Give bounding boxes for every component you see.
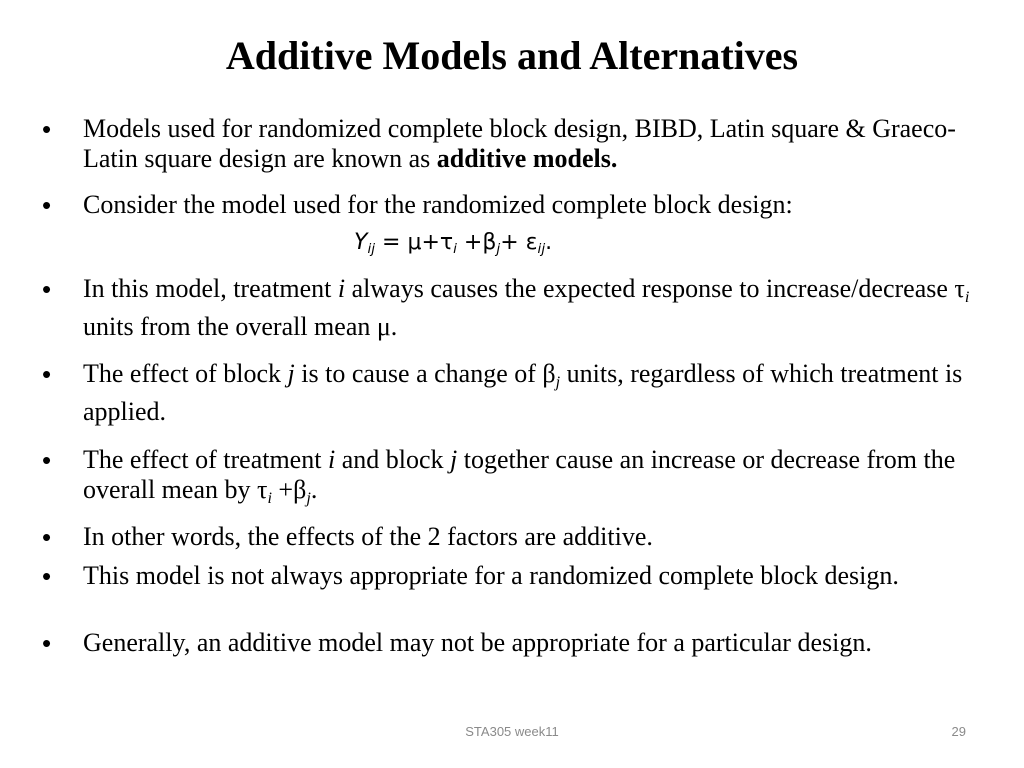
bullet-text: Models used for randomized complete block design, BIBD, Latin square & Graeco-Latin square design are known as additive models. [83, 114, 956, 173]
model-formula: $Y_{ij} = \mu+\tau_i +\beta_j+ \varepsilon_{ij}$. [354, 230, 553, 258]
bullet-marker: • [42, 628, 52, 658]
footer-course: STA305 week11 [465, 724, 559, 739]
bullet-marker: • [42, 359, 52, 389]
bullet-text: In this model, treatment i always causes the expected response to increase/decrease $\tau_i$ units from the overall mean μ. [83, 274, 970, 341]
bullet-text: Consider the model used for the randomized complete block design: [83, 190, 793, 219]
bullet-text: Generally, an additive model may not be appropriate for a particular design. [83, 628, 872, 657]
bullet-marker: • [42, 114, 52, 144]
bullet-text: The effect of treatment i and block j together cause an increase or decrease from the overall mean by $\tau_i +\beta_j$. [83, 445, 956, 507]
bullet-marker: • [42, 561, 52, 591]
bullet-marker: • [42, 190, 52, 220]
bullet-text: This model is not always appropriate for a randomized complete block design. [83, 561, 899, 590]
bullet-marker: • [42, 445, 52, 475]
bullet-marker: • [42, 522, 52, 552]
slide-title: Additive Models and Alternatives [225, 33, 799, 78]
bold-term: additive models. [436, 144, 618, 173]
slide-number: 29 [951, 724, 966, 739]
bullet-marker: • [42, 274, 52, 304]
bullet-text: The effect of block j is to cause a change of $\beta_j$ units, regardless of which treatment is applied. [83, 359, 963, 426]
bullet-text: In other words, the effects of the 2 factors are additive. [83, 522, 653, 551]
